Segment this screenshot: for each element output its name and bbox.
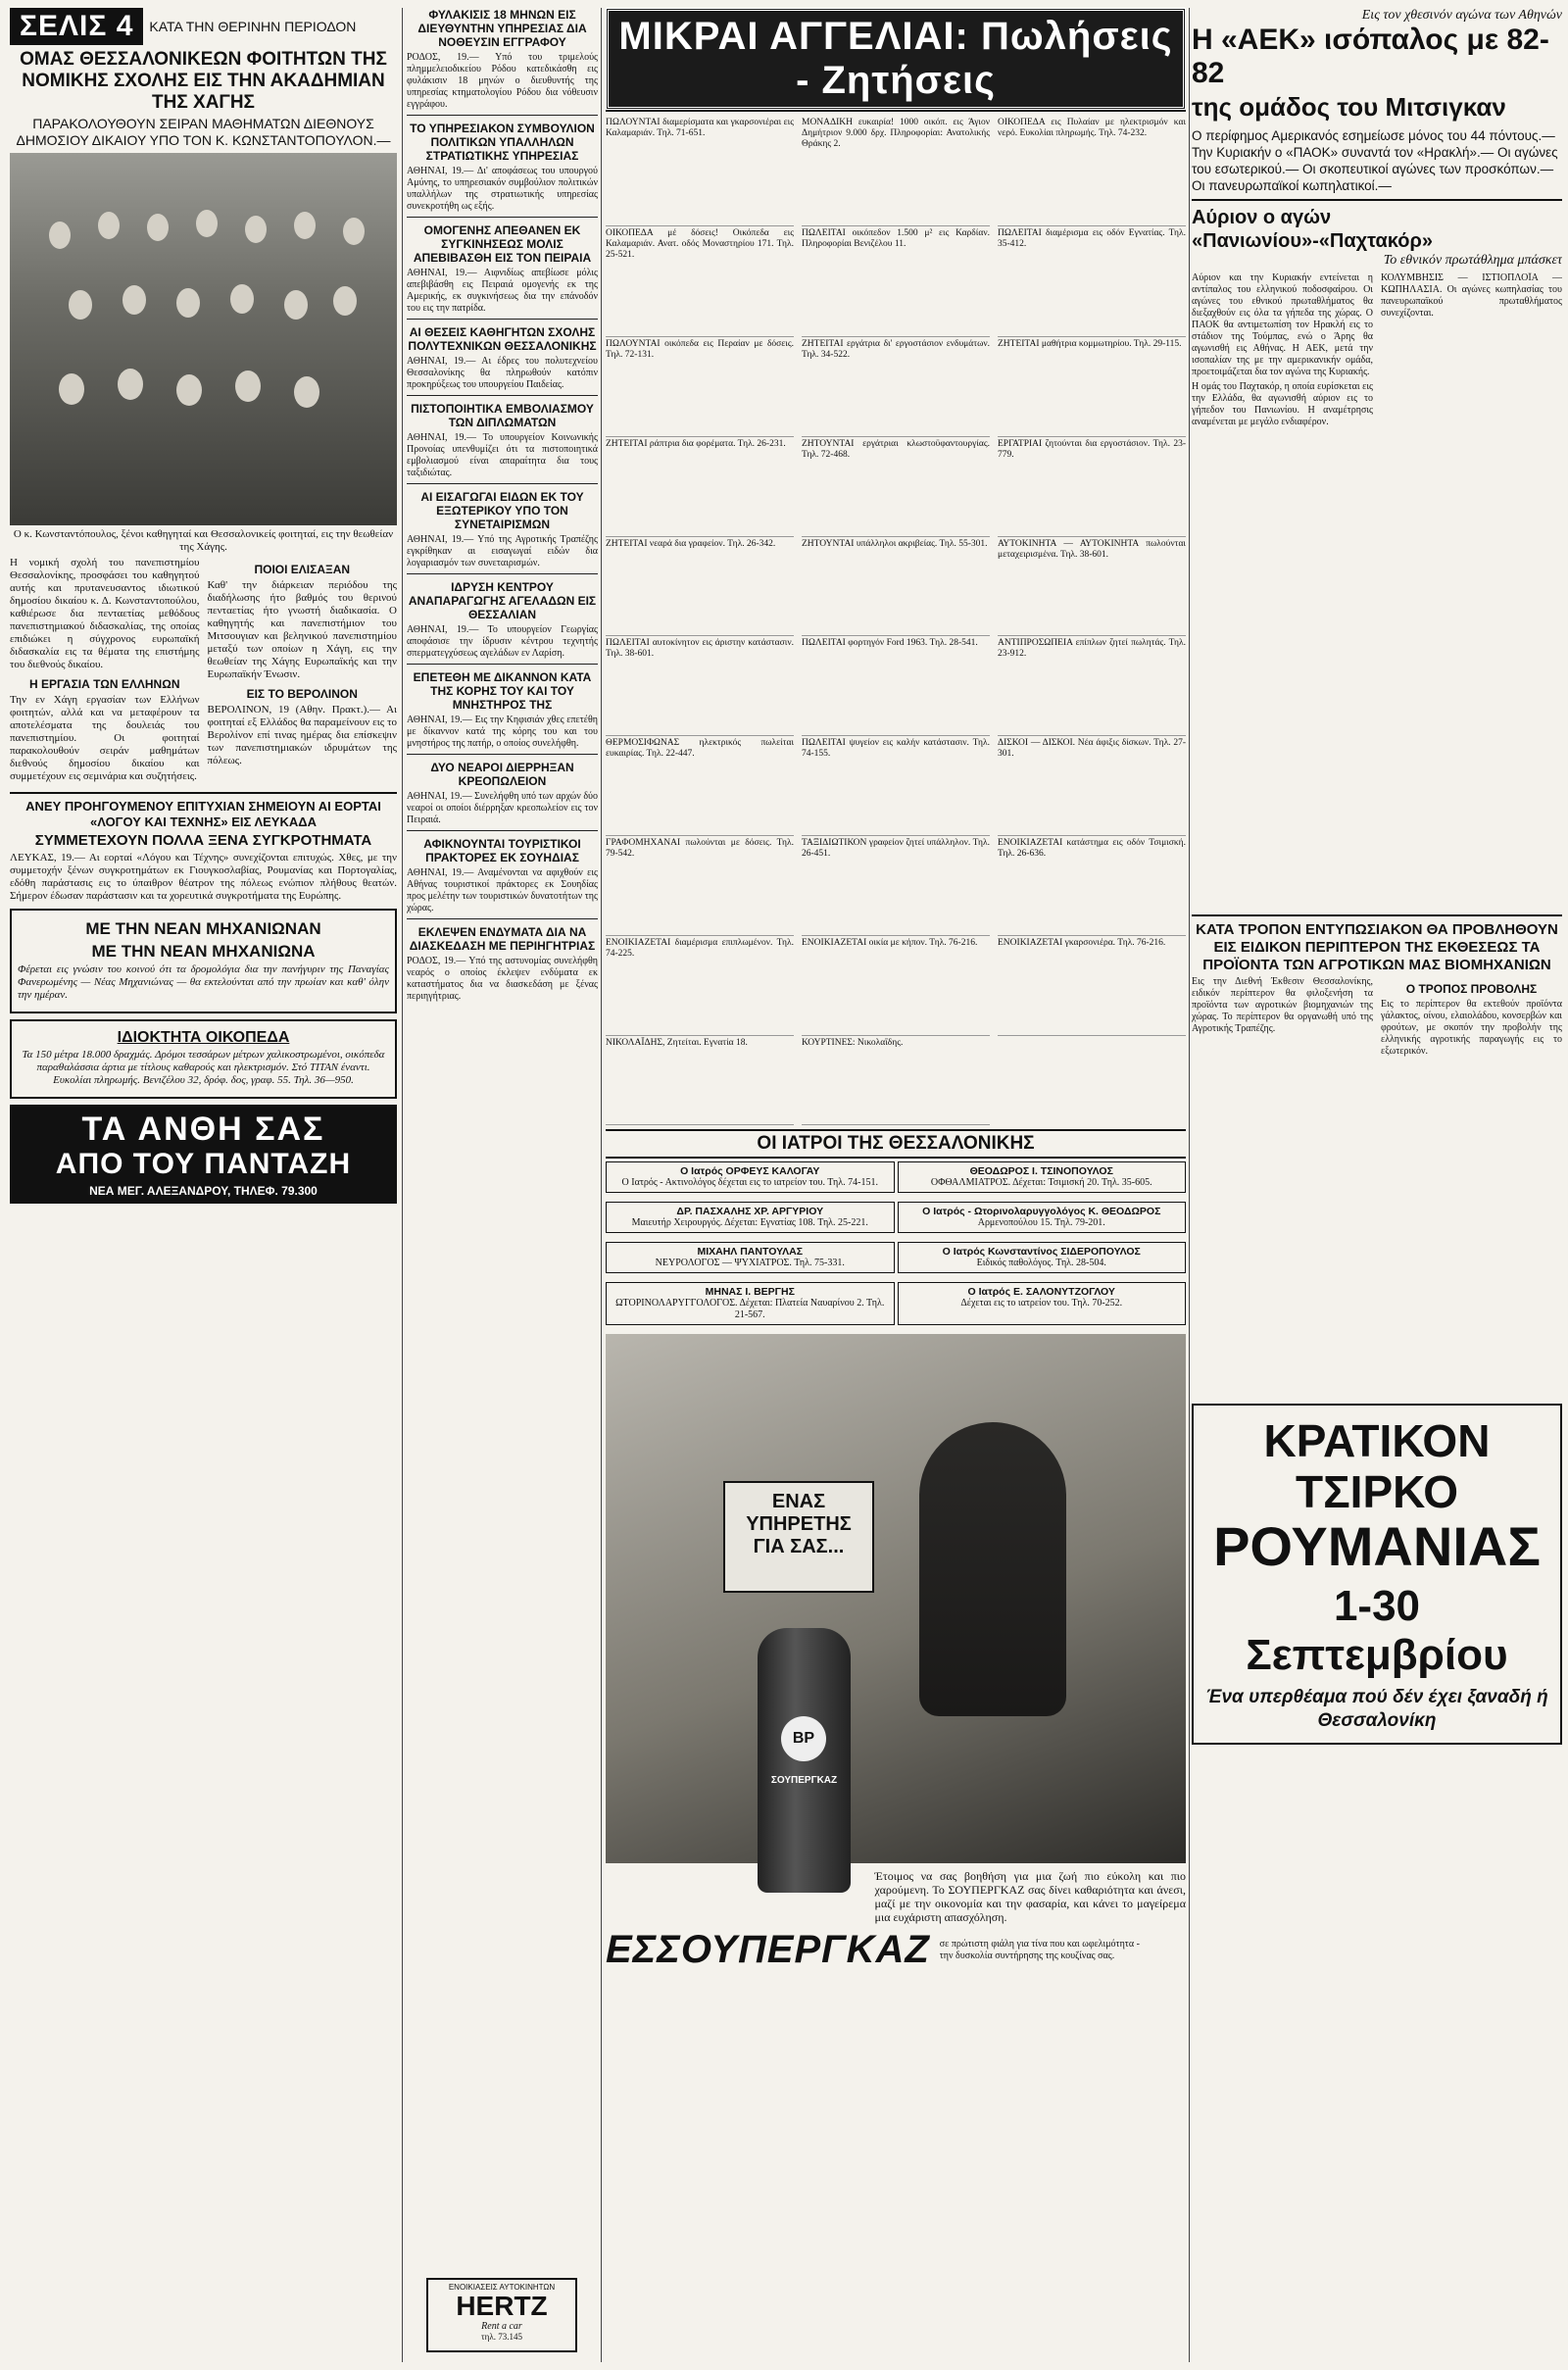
expo-text: Εις την Διεθνή Έκθεσιν Θεσσαλονίκης, ειδικόν περίπτερον θα φιλοξενήση τα προϊόντα των αγροτικών βιομηχανιών της χώρας. Το περίπτερον θα οργανωθή υπό της Αγροτικής Τραπέζης.	[1192, 976, 1373, 1034]
pachtakor-headline: Αύριον ο αγών «Πανιωνίου»-«Παχτακόρ»	[1192, 207, 1433, 252]
lefkada-headline: ΑΝΕΥ ΠΡΟΗΓΟΥΜΕΝΟΥ ΕΠΙΤΥΧΙΑΝ ΣΗΜΕΙΟΥΝ ΑΙ ΕΟΡΤΑΙ «ΛΟΓΟΥ ΚΑΙ ΤΕΧΝΗΣ» ΕΙΣ ΛΕΥΚΑΔΑ	[25, 799, 381, 829]
classified-item: ΕΝΟΙΚΙΑΖΕΤΑΙ διαμέρισμα επιπλωμένον. Τηλ. 74-225.	[606, 936, 794, 1036]
news-article	[407, 761, 598, 826]
left-column	[10, 8, 397, 2362]
article-text: ΑΘΗΝΑΙ, 19.— Αναμένονται να αφιχθούν εις Αθήνας τουριστικοί πράκτορες εκ Σουηδίας προς μελέτην των τουριστικών δυνατοτήτων της χώρας.	[407, 867, 598, 913]
classified-item: ΑΥΤΟΚΙΝΗΤΑ — ΑΥΤΟΚΙΝΗΤΑ πωλούνται μεταχειρισμένα. Τηλ. 38-601.	[998, 537, 1186, 637]
ad-text: Τα 150 μέτρα 18.000 δραχμάς. Δρόμοι τεσσάρων μέτρων χαλικοστρωμένοι, οικόπεδα παραθαλάσσια άρτια με τίτλους καθαρούς και ηλεκτρισμόν. Στό ΤΙΤΑΝ έναντι. Ευκολίαι πληρωμής. Βενιζέλου 32, δρόφ. δος, γραφ. 55. Τηλ. 36—950.	[22, 1049, 385, 1086]
ad-title: ΙΔΙΟΚΤΗΤΑ ΟΙΚΟΠΕΔΑ	[117, 1029, 290, 1046]
news-article	[407, 837, 598, 914]
news-column	[407, 8, 598, 2362]
doctor-card: ΔΡ. ΠΑΣΧΑΛΗΣ ΧΡ. ΑΡΓΥΡΙΟΥ Μαιευτήρ Χειρουργός. Δέχεται: Εγνατίας 108. Τηλ. 25-221.	[606, 1202, 895, 1233]
article-text: ΑΘΗΝΑΙ, 19.— Υπό της Αγροτικής Τραπέζης εγκρίθηκαν αι εισαγωγαί ειδών δια λογαριασμόν των συνεταιρισμών.	[407, 534, 598, 568]
sports-text: Αύριον και την Κυριακήν εντείνεται η αντίπαλος του ελληνικού ποδοσφαίρου. Οι αγώνες του εθνικού πρωταθλήματος θα διεξαχθούν εις όλα τα γήπεδα της χώρας. Ο ΠΑΟΚ θα αντιμετωπίση τον Ηρακλή εις το στάδιον της Τούμπας, ενώ ο Άρης θα αγωνισθή εις Αθήνας. Η ΑΕΚ, μετά την ισοπαλίαν της με την αμερικανικήν ομάδα, προετοιμάζεται δια τον αγώνα της Κυριακής.	[1192, 272, 1373, 377]
classified-item: ΠΩΛΟΥΝΤΑΙ διαμερίσματα και γκαρσονιέραι εις Καλαμαριάν. Τηλ. 71-651.	[606, 116, 794, 226]
doctor-card: Ο Ιατρός ΟΡΦΕΥΣ ΚΑΛΟΓΑΥ Ο Ιατρός - Ακτινολόγος δέχεται εις το ιατρείον του. Τηλ. 74-151.	[606, 1161, 895, 1193]
classified-item: ΠΩΛΟΥΝΤΑΙ οικόπεδα εις Περαίαν με δόσεις. Τηλ. 72-131.	[606, 337, 794, 437]
classified-item: ΠΩΛΕΙΤΑΙ οικόπεδον 1.500 μ² εις Καρδίαν. Πληροφορίαι Βενιζέλου 11.	[802, 226, 990, 337]
esso-brand: ΕΣΣΟΥΠΕΡΓΚΑΖ	[606, 1928, 930, 1971]
expo-subtitle: Ο ΤΡΟΠΟΣ ΠΡΟΒΟΛΗΣ	[1405, 982, 1538, 996]
sign-line: ΥΠΗΡΕΤΗΣ	[746, 1513, 852, 1535]
classified-item: ΖΗΤΕΙΤΑΙ μαθήτρια κομμωτηρίου. Τηλ. 29-115.	[998, 337, 1186, 437]
classified-item: ΓΡΑΦΟΜΗΧΑΝΑΙ πωλούνται με δόσεις. Τηλ. 79-542.	[606, 836, 794, 936]
news-article	[407, 490, 598, 569]
classified-item: ΑΝΤΙΠΡΟΣΩΠΕΙΑ επίπλων ζητεί πωλητάς. Τηλ. 23-912.	[998, 636, 1186, 736]
classified-item: ΠΩΛΕΙΤΑΙ διαμέρισμα εις οδόν Εγνατίας. Τηλ. 35-412.	[998, 226, 1186, 337]
classifieds-column	[606, 8, 1186, 2362]
plots-ad	[10, 1019, 397, 1099]
news-article	[407, 122, 598, 213]
aek-headline-1: Η «ΑΕΚ» ισόπαλος με 82-82	[1192, 24, 1549, 89]
classified-item: ΝΙΚΟΛΑΪΔΗΣ, Ζητείται. Εγνατία 18.	[606, 1036, 794, 1125]
classified-item: ΘΕΡΜΟΣΙΦΩΝΑΣ ηλεκτρικός πωλείται ευκαιρίας. Τηλ. 22-447.	[606, 736, 794, 836]
article-title: ΔΥΟ ΝΕΑΡΟΙ ΔΙΕΡΡΗΞΑΝ ΚΡΕΟΠΩΛΕΙΟΝ	[430, 761, 574, 788]
article-text: ΑΘΗΝΑΙ, 19.— Το υπουργείον Κοινωνικής Προνοίας υπενθυμίζει ότι τα πιστοποιητικά εμβολιασμού είναι απαραίτητα δια τους ταξιδιώτας.	[407, 432, 598, 478]
classified-item: ΚΟΥΡΤΙΝΕΣ: Νικολαΐδης.	[802, 1036, 990, 1125]
classified-item: ΖΗΤΕΙΤΑΙ νεαρά δια γραφείον. Τηλ. 26-342.	[606, 537, 794, 637]
sign-line: ΓΙΑ ΣΑΣ...	[753, 1536, 845, 1557]
pantazi-flowers-ad	[10, 1105, 397, 1204]
doctors-section	[606, 1129, 1186, 1328]
sports-text: Η ομάς του Παχτακόρ, η οποία ευρίσκεται εις την Ελλάδα, θα αγωνισθή αύριον εις το γήπεδον του Πανιωνίου. Η αναμέτρησις αναμένεται με μεγάλο ενδιαφέρον.	[1192, 381, 1373, 427]
hertz-ad	[426, 2278, 577, 2352]
doctor-card: Ο Ιατρός Κωνσταντίνος ΣΙΔΕΡΟΠΟΥΛΟΣ Ειδικός παθολόγος. Τηλ. 28-504.	[898, 1242, 1187, 1273]
expo-headline: ΚΑΤΑ ΤΡΟΠΟΝ ΕΝΤΥΠΩΣΙΑΚΟΝ ΘΑ ΠΡΟΒΛΗΘΟΥΝ ΕΙΣ ΕΙΔΙΚΟΝ ΠΕΡΙΠΤΕΡΟΝ ΤΗΣ ΕΚΘΕΣΕΩΣ ΤΑ ΠΡΟΪΟΝΤΑ ΤΩΝ ΑΓΡΟΤΙΚΩΝ ΜΑΣ ΒΙΟΜΗΧΑΝΙΩΝ	[1196, 921, 1558, 973]
article-text: ΡΟΔΟΣ, 19.— Υπό της αστυνομίας συνελήφθη νεαρός ο οποίος έκλεψεν ενδύματα εκ καταστήματος δια να διασκεδάση με ξένας περιηγήτριας.	[407, 956, 598, 1002]
classifieds-banner: ΜΙΚΡΑΙ ΑΓΓΕΛΙΑΙ: Πωλήσεις - Ζητήσεις	[606, 8, 1186, 110]
news-article	[407, 223, 598, 315]
news-article	[407, 670, 598, 750]
news-article	[407, 8, 598, 111]
woman-figure	[919, 1422, 1066, 1716]
article-section: ΒΕΡΟΛΙΝΟΝ, 19 (Αθην. Πρακτ.).— Αι φοιτηταί εξ Ελλάδος θα παραμείνουν εις το Βερολίνον επί τινας ημέρας δια επίσκεψιν των πανεπιστημιακών ιδρυμάτων της πόλεως.	[207, 704, 397, 766]
masthead	[10, 8, 397, 45]
ad-line: ΜΕ ΤΗΝ ΝΕΑΝ ΜΗΧΑΝΙΩΝΑΝ	[85, 919, 321, 938]
article-text: ΡΟΔΟΣ, 19.— Υπό του τριμελούς πλημμελειοδικείου Ρόδου κατεδικάσθη εις φυλάκισιν 18 μηνών ο διευθυντής της υπηρεσίας κτηματολογίου Ρόδου δια νόθευσιν εγγράφου.	[407, 52, 598, 110]
article-title: ΑΦΙΚΝΟΥΝΤΑΙ ΤΟΥΡΙΣΤΙΚΟΙ ΠΡΑΚΤΟΡΕΣ ΕΚ ΣΟΥΗΔΙΑΣ	[423, 837, 581, 864]
article-section: Την εν Χάγη εργασίαν των Ελλήνων φοιτητών, αλλά και να μεταφέρουν τα αποτελέσματα της δουλειάς του πανεπιστημίου. Οι φοιτηταί παρακολουθούν σειράν μαθημάτων διεθνούς δημοσίου δικαίου και συμμετέχουν εις σεμινάρια και συζητήσεις.	[10, 694, 200, 782]
doctor-card: ΘΕΟΔΩΡΟΣ Ι. ΤΣΙΝΟΠΟΥΛΟΣ ΟΦΘΑΛΜΙΑΤΡΟΣ. Δέχεται: Τσιμισκή 20. Τηλ. 35-605.	[898, 1161, 1187, 1193]
ad-line: ΜΕ ΤΗΝ ΝΕΑΝ ΜΗΧΑΝΙΩΝΑ	[91, 942, 316, 961]
mihaniona-ad	[10, 909, 397, 1013]
classifieds-grid	[606, 116, 1186, 1125]
hertz-brand: HERTZ	[456, 2291, 548, 2321]
circus-line: ΚΡΑΤΙΚΟΝ ΤΣΙΡΚΟ	[1263, 1415, 1491, 1517]
ad-text: Φέρεται εις γνώσιν του κοινού ότι τα δρομολόγια δια την πανήγυριν της Παναγίας Φανερωμένης — Νέας Μηχανιώνας — θα εκτελούνται από την πρωίαν και καθ' όλην την ημέραν.	[18, 963, 389, 1001]
classified-item: ΖΗΤΟΥΝΤΑΙ εργάτριαι κλωστοϋφαντουργίας. Τηλ. 72-468.	[802, 437, 990, 537]
section-title: Η ΕΡΓΑΣΙΑ ΤΩΝ ΕΛΛΗΝΩΝ	[29, 677, 180, 691]
classified-item: ΖΗΤΕΙΤΑΙ εργάτρια δι' εργοστάσιον ενδυμάτων. Τηλ. 34-522.	[802, 337, 990, 437]
classified-item: ΖΗΤΕΙΤΑΙ ράπτρια δια φορέματα. Τηλ. 26-231.	[606, 437, 794, 537]
classified-item: ΕΝΟΙΚΙΑΖΕΤΑΙ γκαρσονιέρα. Τηλ. 76-216.	[998, 936, 1186, 1036]
news-article	[407, 925, 598, 1003]
circus-ad	[1192, 1404, 1562, 1745]
article-text: ΑΘΗΝΑΙ, 19.— Δι' αποφάσεως του υπουργού Αμύνης, το υπηρεσιακόν συμβούλιον πολιτικών υπαλλήλων της στρατιωτικής υπηρεσίας συνεκροτήθη ως εξής.	[407, 166, 598, 212]
doctors-header: ΟΙ ΙΑΤΡΟΙ ΤΗΣ ΘΕΣΣΑΛΟΝΙΚΗΣ	[606, 1129, 1186, 1159]
doctor-card: ΜΙΧΑΗΛ ΠΑΝΤΟΥΛΑΣ ΝΕΥΡΟΛΟΓΟΣ — ΨΥΧΙΑΤΡΟΣ. Τηλ. 75-331.	[606, 1242, 895, 1273]
photo-caption: Ο κ. Κωνσταντόπουλος, ξένοι καθηγηταί και Θεσσαλονικείς φοιτηταί, εις την θεωθείαν της Χάγης.	[13, 528, 394, 553]
esso-tagline: σε πρώτιστη φιάλη για τίνα που και ωφελιμότητα - την δυσκολία συντήρησης της κουζίνας σας.	[939, 1938, 1140, 1961]
classified-item: ΠΩΛΕΙΤΑΙ φορτηγόν Ford 1963. Τηλ. 28-541.	[802, 636, 990, 736]
esso-sign	[723, 1481, 874, 1593]
esso-copy: Έτοιμος να σας βοηθήση για μια ζωή πιο εύκολη και πιο χαρούμενη. Το ΣΟΥΠΕΡΓΚΑΖ σας δίνει καθαριότητα και άνεσι, μαζί με την οικονομία και την φασαρία, και κάνει το μαγείρεμα μια ευχάριστη απασχόληση.	[874, 1869, 1186, 1924]
sign-line: ΕΝΑΣ	[771, 1491, 826, 1512]
classified-item: ΠΩΛΕΙΤΑΙ αυτοκίνητον εις άριστην κατάστασιν. Τηλ. 38-601.	[606, 636, 794, 736]
article-title: ΕΠΕΤΕΘΗ ΜΕ ΔΙΚΑΝΝΟΝ ΚΑΤΑ ΤΗΣ ΚΟΡΗΣ ΤΟΥ ΚΑΙ ΤΟΥ ΜΝΗΣΤΗΡΟΣ ΤΗΣ	[413, 670, 592, 712]
article-title: ΑΙ ΘΕΣΕΙΣ ΚΑΘΗΓΗΤΩΝ ΣΧΟΛΗΣ ΠΟΛΥΤΕΧΝΙΚΩΝ ΘΕΣΣΑΛΟΝΙΚΗΣ	[408, 325, 597, 353]
article-intro: Η νομική σχολή του πανεπιστημίου Θεσσαλονίκης, προσφάσει του καθηγητού αυτής και πρυτανευσαντος ιδιωτικού δημοσίου δικαίου κ. Δ. Κωνσταντοπούλου, καθιέρωσε δια πενταετίας μεθόδους πανεπιστημιακού διδασκαλίας, της οποίας επιδιώκει η σύγχρονος ευρωπαϊκή διδασκαλία εις τα θέματα της επιστήμης του διεθνούς δικαίου.	[10, 557, 200, 670]
expo-text: Εις το περίπτερον θα εκτεθούν προϊόντα γάλακτος, οίνου, ελαιολάδου, κονσερβών και φρούτων, με σκοπόν την προβολήν της ελληνικής αγροτικής παραγωγής εις το εξωτερικόν.	[1381, 999, 1562, 1057]
article-title: ΑΙ ΕΙΣΑΓΩΓΑΙ ΕΙΔΩΝ ΕΚ ΤΟΥ ΕΞΩΤΕΡΙΚΟΥ ΥΠΟ ΤΟΝ ΣΥΝΕΤΑΙΡΙΣΜΩΝ	[420, 490, 584, 531]
article-title: ΙΔΡΥΣΗ ΚΕΝΤΡΟΥ ΑΝΑΠΑΡΑΓΩΓΗΣ ΑΓΕΛΑΔΩΝ ΕΙΣ ΘΕΣΣΑΛΙΑΝ	[408, 580, 597, 621]
article-text: ΑΘΗΝΑΙ, 19.— Συνελήφθη υπό των αρχών δύο νεαροί οι οποίοι διέρρηξαν κρεοπωλείον εις τον Πειραιά.	[407, 791, 598, 825]
classified-item: ΖΗΤΟΥΝΤΑΙ υπάλληλοι ακριβείας. Τηλ. 55-301.	[802, 537, 990, 637]
bottle-label: ΣΟΥΠΕΡΓΚΑΖ	[770, 1775, 838, 1786]
news-article	[407, 402, 598, 479]
ad-line: ΑΠΟ ΤΟΥ ΠΑΝΤΑΖΗ	[55, 1148, 352, 1180]
supergaz-ad-photo	[606, 1334, 1186, 1863]
ad-footer: ΝΕΑ ΜΕΓ. ΑΛΕΞΑΝΔΡΟΥ, ΤΗΛΕΦ. 79.300	[89, 1184, 318, 1198]
sports-kicker: Εις τον χθεσινόν αγώνα των Αθηνών	[1361, 8, 1562, 23]
article-text: ΑΘΗΝΑΙ, 19.— Αι έδρες του πολυτεχνείου Θεσσαλονίκης θα πληρωθούν κατόπιν προκηρύξεως του υπουργείου Παιδείας.	[407, 356, 598, 390]
article-title: ΠΙΣΤΟΠΟΙΗΤΙΚΑ ΕΜΒΟΛΙΑΣΜΟΥ ΤΩΝ ΔΙΠΛΩΜΑΤΩΝ	[411, 402, 594, 429]
group-photo	[10, 153, 397, 525]
classified-item: ΠΩΛΕΙΤΑΙ ψυγείον εις καλήν κατάστασιν. Τηλ. 74-155.	[802, 736, 990, 836]
hertz-sub: Rent a car	[481, 2321, 522, 2332]
sports-text: ΚΟΛΥΜΒΗΣΙΣ — ΙΣΤΙΟΠΛΟΪΑ — ΚΩΠΗΛΑΣΙΑ. Οι αγώνες κωπηλασίας του πανευρωπαϊκού πρωταθλήματος συνεχίζονται.	[1381, 272, 1562, 319]
classified-item: ΤΑΞΙΔΙΩΤΙΚΟΝ γραφείον ζητεί υπάλληλον. Τηλ. 26-451.	[802, 836, 990, 936]
classified-item: ΟΙΚΟΠΕΔΑ εις Πυλαίαν με ηλεκτρισμόν και νερό. Ευκολίαι πληρωμής. Τηλ. 74-232.	[998, 116, 1186, 226]
doctor-card: ΜΗΝΑΣ Ι. ΒΕΡΓΗΣ ΩΤΟΡΙΝΟΛΑΡΥΓΓΟΛΟΓΟΣ. Δέχεται: Πλατεία Ναυαρίνου 2. Τηλ. 21-567.	[606, 1282, 895, 1325]
section-title: ΕΙΣ ΤΟ ΒΕΡΟΛΙΝΟΝ	[246, 687, 358, 701]
circus-dates: 1-30 Σεπτεμβρίου	[1246, 1582, 1508, 1679]
page-logo: ΣΕΛΙΣ 4	[10, 8, 143, 45]
news-article	[407, 580, 598, 660]
main-headline: ΟΜΑΣ ΘΕΣΣΑΛΟΝΙΚΕΩΝ ΦΟΙΤΗΤΩΝ ΤΗΣ ΝΟΜΙΚΗΣ ΣΧΟΛΗΣ ΕΙΣ ΤΗΝ ΑΚΑΔΗΜΙΑΝ ΤΗΣ ΧΑΓΗΣ	[20, 49, 387, 113]
classified-item: ΕΝΟΙΚΙΑΖΕΤΑΙ κατάστημα εις οδόν Τσιμισκή. Τηλ. 26-636.	[998, 836, 1186, 936]
ad-line: ΤΑ ΑΝΘΗ ΣΑΣ	[81, 1111, 325, 1148]
article-text: ΑΘΗΝΑΙ, 19.— Αιφνιδίως απεβίωσε μόλις απεβιβάσθη εις Πειραιά ομογενής εκ της Αμερικής, εκ συγκινήσεως δια την επάνοδόν του εις την πατρίδα.	[407, 268, 598, 314]
article-text: ΑΘΗΝΑΙ, 19.— Το υπουργείον Γεωργίας αποφάσισε την ίδρυσιν κέντρου τεχνητής σπερματεγχύσεως αγελάδων εν Λαρίση.	[407, 624, 598, 659]
news-article	[407, 325, 598, 391]
doctor-card: Ο Ιατρός - Ωτορινολαρυγγολόγος Κ. ΘΕΟΔΩΡΟΣ Αρμενοπούλου 15. Τηλ. 79-201.	[898, 1202, 1187, 1233]
hertz-phone: τηλ. 73.145	[481, 2332, 522, 2342]
article-title: ΟΜΟΓΕΝΗΣ ΑΠΕΘΑΝΕΝ ΕΚ ΣΥΓΚΙΝΗΣΕΩΣ ΜΟΛΙΣ ΑΠΕΒΙΒΑΣΘΗ ΕΙΣ ΤΟΝ ΠΕΙΡΑΙΑ	[413, 223, 592, 265]
hertz-top: ΕΝΟΙΚΙΑΣΕΙΣ ΑΥΤΟΚΙΝΗΤΩΝ	[448, 2283, 556, 2292]
basketball-subhead: Το εθνικόν πρωτάθλημα μπάσκετ	[1383, 253, 1562, 268]
main-subhead: ΠΑΡΑΚΟΛΟΥΘΟΥΝ ΣΕΙΡΑΝ ΜΑΘΗΜΑΤΩΝ ΔΙΕΘΝΟΥΣ ΔΗΜΟΣΙΟΥ ΔΙΚΑΙΟΥ ΥΠΟ ΤΟΝ Κ. ΚΩΝΣΤΑΝΤΟΠΟΥΛΟΝ.—	[16, 116, 391, 148]
photo-people	[10, 153, 397, 525]
article-title: ΦΥΛΑΚΙΣΙΣ 18 ΜΗΝΩΝ ΕΙΣ ΔΙΕΥΘΥΝΤΗΝ ΥΠΗΡΕΣΙΑΣ ΔΙΑ ΝΟΘΕΥΣΙΝ ΕΓΓΡΑΦΟΥ	[417, 8, 587, 49]
doctor-card: Ο Ιατρός Ε. ΣΑΛΟΝΥΤΖΟΓΛΟΥ Δέχεται εις το ιατρείον του. Τηλ. 70-252.	[898, 1282, 1187, 1325]
classified-item: ΜΟΝΑΔΙΚΗ ευκαιρία! 1000 οικόπ. εις Άγιον Δημήτριον 9.000 δρχ. Πληροφορίαι: Ανατολικής Θράκης 2.	[802, 116, 990, 226]
section-title: ΠΟΙΟΙ ΕΛΙΣΑΞΑΝ	[254, 563, 351, 576]
classified-item: ΟΙΚΟΠΕΔΑ μέ δόσεις! Οικόπεδα εις Καλαμαριάν. Ανατ. οδός Μοναστηρίου 171. Τηλ. 25-521.	[606, 226, 794, 337]
classified-item: ΔΙΣΚΟΙ — ΔΙΣΚΟΙ. Νέα άφιξις δίσκων. Τηλ. 27-301.	[998, 736, 1186, 836]
aek-headline-2: της ομάδος του Μιτσιγκαν	[1192, 92, 1506, 122]
classified-item: ΕΡΓΑΤΡΙΑΙ ζητούνται δια εργοστάσιον. Τηλ. 23-779.	[998, 437, 1186, 537]
article-title: ΤΟ ΥΠΗΡΕΣΙΑΚΟΝ ΣΥΜΒΟΥΛΙΟΝ ΠΟΛΙΤΙΚΩΝ ΥΠΑΛΛΗΛΩΝ ΣΤΡΑΤΙΩΤΙΚΗΣ ΥΠΗΡΕΣΙΑΣ	[410, 122, 595, 163]
article-title: ΕΚΛΕΨΕΝ ΕΝΔΥΜΑΤΑ ΔΙΑ ΝΑ ΔΙΑΣΚΕΔΑΣΗ ΜΕ ΠΕΡΙΗΓΗΤΡΙΑΣ	[409, 925, 596, 953]
circus-line: ΡΟΥΜΑΝΙΑΣ	[1213, 1515, 1541, 1577]
kicker: ΚΑΤΑ ΤΗΝ ΘΕΡΙΝΗΝ ΠΕΡΙΟΔΟΝ	[149, 19, 357, 34]
classified-item: ΕΝΟΙΚΙΑΖΕΤΑΙ οικία με κήπον. Τηλ. 76-216.	[802, 936, 990, 1036]
sports-subhead: Ο περίφημος Αμερικανός εσημείωσε μόνος του 44 πόντους.— Την Κυριακήν ο «ΠΑΟΚ» συναντά τον «Ηρακλή».— Οι αγώνες του εσωτερικού.— Οι σκοπευτικοί αγώνες των προσκόπων.— Οι πανευρωπαϊκοί κωπηλατικοί.—	[1192, 128, 1558, 193]
circus-slogan: Ένα υπερθέαμα πού δέν έχει ξαναδή ή Θεσσαλονίκη	[1205, 1687, 1548, 1731]
article-section: Καθ' την διάρκειαν περιόδου της διαδήλωσης ήτο βαθμός του θερινού πενταετίας ήτο γνωστή διαδικασία. Ο καθηγητής και πανεπιστήμιον του Μιτσουγιαν και βεληνικού πανεπιστημίου μεταξύ των οποίων η Χάγη, εις την θεωθείαν της Χάγης Ευρωπαϊκής και την Ευρωπαϊκήν Ένωσιν.	[207, 579, 397, 680]
lefkada-subhead: ΣΥΜΜΕΤΕΧΟΥΝ ΠΟΛΛΑ ΞΕΝΑ ΣΥΓΚΡΟΤΗΜΑΤΑ	[34, 832, 372, 849]
lefkada-text: ΛΕΥΚΑΣ, 19.— Αι εορταί «Λόγου και Τέχνης» συνεχίζονται επιτυχώς. Χθες, με την συμμετοχήν ξένων συγκροτημάτων εκ Γιουγκοσλαβίας, Ρουμανίας και Πορτογαλίας, εδόθη παράστασις εις το ύπαιθρον θέατρον της πόλεως ενώπιον πλήθους θεατών. Σήμερον έδωσαν παράστασιν και τα χορευτικά συγκροτήματα της Ευρώπης.	[10, 852, 397, 902]
sports-column	[1192, 8, 1562, 2362]
gas-bottle	[758, 1628, 851, 1893]
article-text: ΑΘΗΝΑΙ, 19.— Εις την Κηφισιάν χθες επετέθη με δίκαννον κατά της κόρης του και του μνηστήρος της πατήρ, ο οποίος συνελήφθη.	[407, 715, 598, 749]
bp-logo: BP	[781, 1716, 826, 1761]
